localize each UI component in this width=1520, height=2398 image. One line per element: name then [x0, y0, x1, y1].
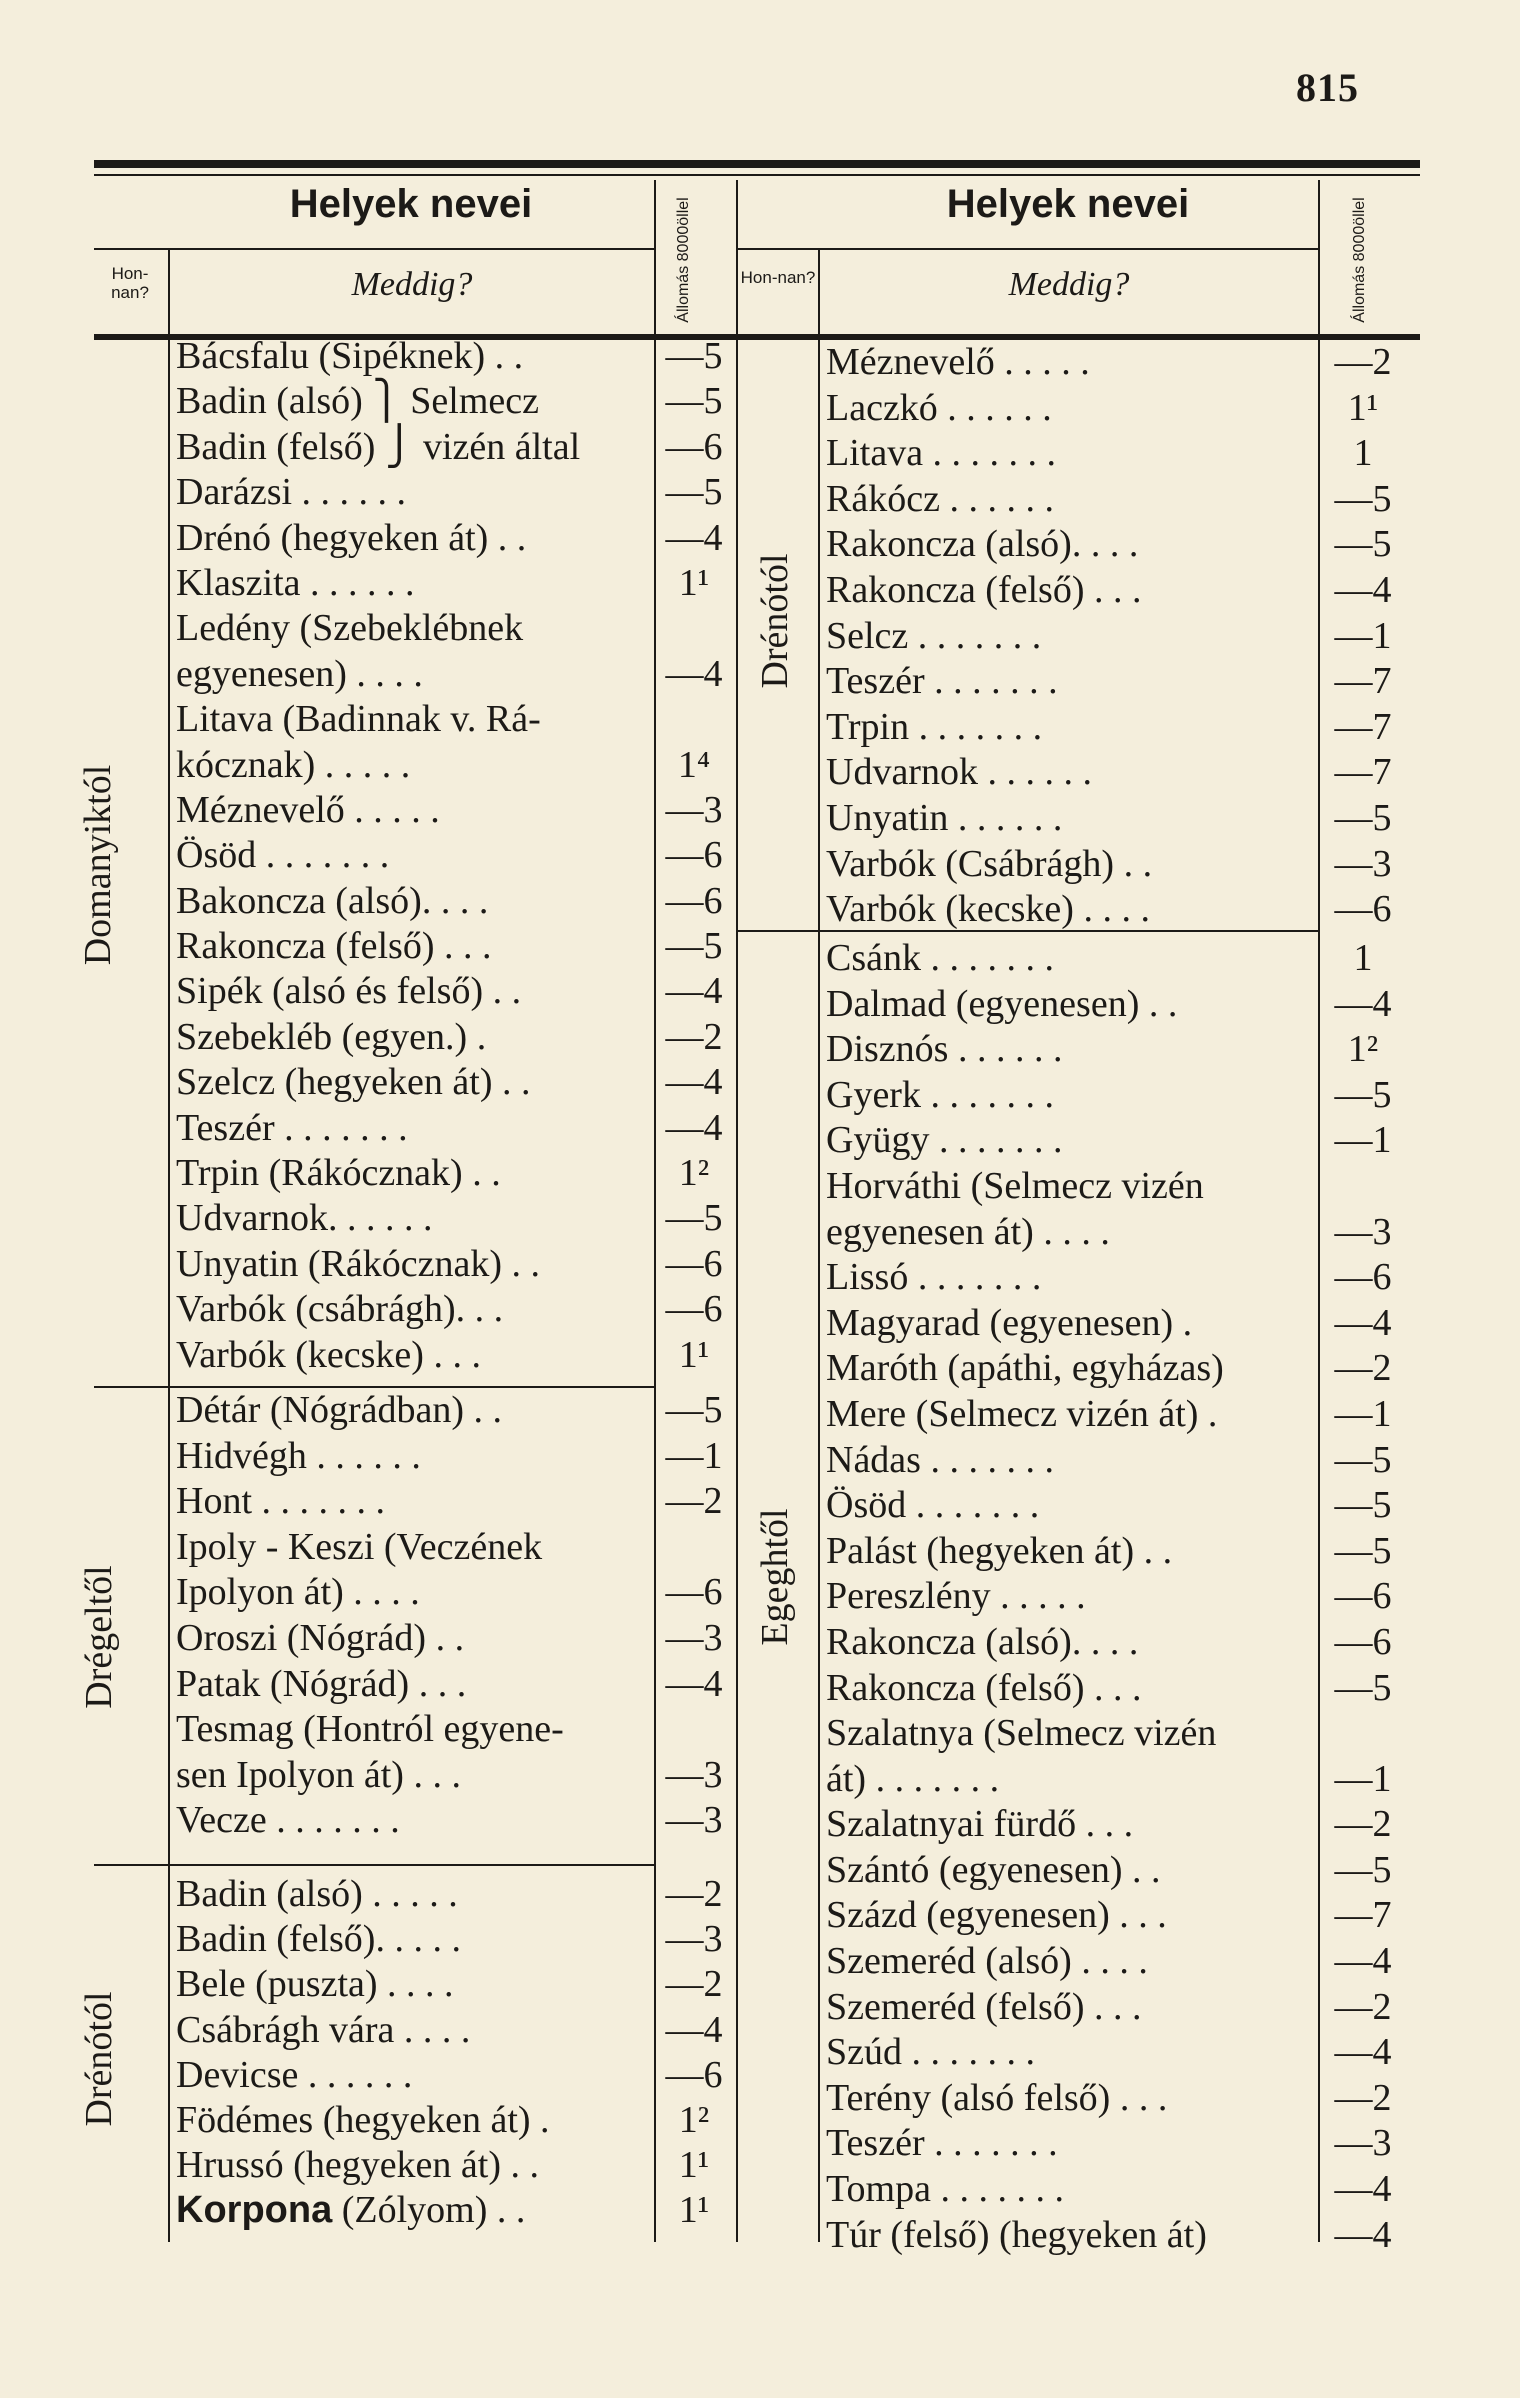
place-name: Varbók (Csábrágh) . . — [826, 842, 1153, 885]
left-from-label: Hon-nan? — [111, 264, 149, 302]
place-name: Palást (hegyeken át) . . — [826, 1529, 1173, 1572]
place-name: Szántó (egyenesen) . . — [826, 1848, 1161, 1891]
place-name: Udvarnok. . . . . . — [176, 1197, 433, 1240]
table-row — [826, 1483, 1486, 1529]
table-row — [826, 2076, 1486, 2122]
table-row — [826, 1711, 1486, 1757]
distance-value: —3 — [665, 1799, 723, 1842]
distance-value: 1¹ — [678, 2144, 710, 2187]
table-row — [176, 1525, 816, 1571]
table-row — [826, 2213, 1486, 2259]
table-row — [176, 1479, 816, 1525]
table-row — [176, 1106, 816, 1151]
left-to-label: Meddig? — [351, 266, 473, 303]
table-row — [176, 1196, 816, 1241]
place-name: sen Ipolyon át) . . . — [176, 1753, 461, 1796]
distance-value: —6 — [1334, 1575, 1392, 1618]
right-to-label: Meddig? — [1008, 266, 1130, 303]
distance-value: 1 — [1353, 937, 1373, 979]
table-row — [826, 659, 1486, 705]
distance-value: —5 — [1334, 1484, 1392, 1527]
place-name: Badin (alsó) ⎫ Selmecz — [176, 380, 540, 423]
distance-value: —4 — [665, 652, 723, 695]
table-row — [826, 340, 1486, 386]
distance-value: —1 — [1334, 614, 1392, 657]
table-row — [826, 1346, 1486, 1392]
place-name: Bakoncza (alsó). . . . — [176, 879, 489, 922]
distance-value: —5 — [665, 1197, 723, 1240]
place-name: Hrussó (hegyeken át) . . — [176, 2144, 540, 2187]
table-row — [176, 879, 816, 924]
distance-value: —5 — [1334, 1073, 1392, 1116]
distance-value: —3 — [1334, 1210, 1392, 1253]
distance-value: 1² — [1347, 1028, 1379, 1071]
place-name: Csábrágh vára . . . . — [176, 2008, 471, 2051]
place-name: Korpona (Zólyom) . . — [176, 2189, 526, 2232]
entry-list — [826, 340, 1486, 933]
place-name: kócznak) . . . . . — [176, 743, 411, 786]
place-name: Ledény (Szebeklébnek — [176, 607, 524, 650]
origin-label: Drénótól — [78, 1991, 120, 2127]
place-name: Tesmag (Hontról egyene- — [176, 1708, 564, 1751]
table-row — [176, 1872, 816, 1917]
table-row — [176, 1798, 816, 1844]
distance-value: —3 — [665, 1753, 723, 1796]
place-name: Patak (Nógrád) . . . — [176, 1662, 467, 1705]
distance-value: —1 — [665, 1434, 723, 1477]
distance-value: —6 — [665, 425, 723, 468]
table-row — [826, 2030, 1486, 2076]
table-row — [826, 1666, 1486, 1712]
distance-value: —6 — [1334, 1620, 1392, 1663]
table-row — [176, 1962, 816, 2007]
place-name: Varbók (csábrágh). . . — [176, 1288, 504, 1331]
distance-value: —7 — [1334, 705, 1392, 748]
distance-value: —3 — [665, 1616, 723, 1659]
distance-value: —3 — [1334, 842, 1392, 885]
place-name: Ösöd . . . . . . . — [826, 1484, 1040, 1527]
table-row — [826, 1301, 1486, 1347]
left-header-title: Helyek nevei — [289, 182, 533, 226]
divider — [736, 248, 1318, 250]
right-from-label: Hon-nan? — [740, 268, 816, 287]
divider — [94, 248, 654, 250]
distance-value: —5 — [1334, 1438, 1392, 1481]
place-name: Terény (alsó felső) . . . — [826, 2076, 1168, 2119]
table-row — [826, 614, 1486, 660]
table-row — [826, 1164, 1486, 1210]
table-row — [826, 522, 1486, 568]
distance-value: —2 — [1334, 1803, 1392, 1846]
place-name: Mere (Selmecz vizén át) . — [826, 1392, 1218, 1435]
distance-value: —6 — [665, 834, 723, 877]
divider — [654, 180, 656, 338]
table-row — [176, 2053, 816, 2098]
place-name: Litava (Badinnak v. Rá- — [176, 698, 541, 741]
page-number: 815 — [1296, 65, 1359, 110]
distance-value: —7 — [1334, 751, 1392, 794]
distance-value: —6 — [1334, 1256, 1392, 1299]
distance-value: —5 — [1334, 523, 1392, 566]
place-name: Selcz . . . . . . . — [826, 614, 1042, 657]
distance-value: —4 — [665, 970, 723, 1013]
table-row — [826, 477, 1486, 523]
table-row — [176, 833, 816, 878]
origin-label: Drénótól — [754, 553, 796, 689]
place-name: Oroszi (Nógrád) . . — [176, 1616, 465, 1659]
distance-value: 1¹ — [1347, 386, 1379, 429]
table-row — [176, 1616, 816, 1662]
place-name: Rakoncza (felső) . . . — [176, 925, 492, 968]
table-row — [826, 1118, 1486, 1164]
place-name: Devicse . . . . . . — [176, 2053, 413, 2096]
place-name: Maróth (apáthi, egyházas) — [826, 1347, 1224, 1390]
distance-value: —7 — [1334, 1894, 1392, 1937]
bold-place-word: Korpona — [176, 2189, 333, 2232]
table-row — [176, 652, 816, 697]
table-row — [826, 1210, 1486, 1256]
place-name: Lissó . . . . . . . — [826, 1256, 1042, 1299]
table-row — [176, 1662, 816, 1708]
table-row — [176, 1707, 816, 1753]
place-name: Rakoncza (alsó). . . . — [826, 1620, 1139, 1663]
distance-value: —1 — [1334, 1392, 1392, 1435]
place-name: Gyerk . . . . . . . — [826, 1073, 1054, 1116]
distance-value: —3 — [1334, 2122, 1392, 2165]
place-name: Horváthi (Selmecz vizén — [826, 1164, 1204, 1207]
entry-list — [176, 334, 816, 1378]
table-row — [826, 2121, 1486, 2167]
table-row — [176, 2098, 816, 2143]
distance-value: —4 — [665, 516, 723, 559]
distance-value: 1² — [678, 1152, 710, 1195]
place-name: Szebekléb (egyen.) . — [176, 1015, 487, 1058]
table-row — [176, 788, 816, 833]
table-row — [176, 2143, 816, 2188]
table-row — [176, 2008, 816, 2053]
table-row — [176, 516, 816, 561]
place-name: egyenesen át) . . . . — [826, 1210, 1110, 1253]
place-name: Badin (felső). . . . . — [176, 1918, 461, 1961]
place-name: Hidvégh . . . . . . — [176, 1434, 421, 1477]
table-row — [176, 470, 816, 515]
table-row — [176, 1753, 816, 1799]
place-name: Klaszita . . . . . . — [176, 561, 415, 604]
place-name: Détár (Nógrádban) . . — [176, 1389, 503, 1431]
table-row — [826, 1574, 1486, 1620]
table-row — [826, 2167, 1486, 2213]
place-name: egyenesen) . . . . — [176, 652, 423, 695]
place-name: Bácsfalu (Sipéknek) . . — [176, 335, 524, 377]
table-row — [176, 379, 816, 424]
place-name: Laczkó . . . . . . — [826, 386, 1052, 429]
place-name: Nádas . . . . . . . — [826, 1438, 1054, 1481]
table-row — [826, 842, 1486, 888]
table-row — [826, 1757, 1486, 1803]
place-name: Vecze . . . . . . . — [176, 1799, 400, 1842]
table-row — [176, 1015, 816, 1060]
table-row — [176, 1333, 816, 1378]
left-distance-label: Állomás 8000öllel — [675, 197, 692, 323]
distance-value: —4 — [1334, 982, 1392, 1025]
distance-value: —5 — [665, 335, 723, 377]
distance-value: —5 — [1334, 1666, 1392, 1709]
distance-value: —3 — [665, 788, 723, 831]
table-row — [826, 431, 1486, 477]
origin-label: Domanyiktól — [77, 764, 119, 966]
place-name: Szelcz (hegyeken át) . . — [176, 1061, 531, 1104]
place-name: Magyarad (egyenesen) . — [826, 1301, 1193, 1344]
table-row — [176, 1917, 816, 1962]
place-name: Szalatnya (Selmecz vizén — [826, 1712, 1217, 1755]
table-row — [826, 1985, 1486, 2031]
distance-value: —4 — [1334, 2168, 1392, 2211]
table-row — [826, 1893, 1486, 1939]
distance-value: —2 — [1334, 2076, 1392, 2119]
table-row — [176, 1287, 816, 1332]
table-row — [176, 924, 816, 969]
distance-value: —1 — [1334, 1757, 1392, 1800]
distance-value: —4 — [665, 1662, 723, 1705]
table-row — [176, 334, 816, 379]
table-row — [826, 1438, 1486, 1484]
entry-list — [826, 936, 1486, 2258]
place-name: Méznevelő . . . . . — [826, 341, 1090, 383]
place-name: Varbók (kecske) . . . — [176, 1333, 481, 1376]
place-name: Rakoncza (alsó). . . . — [826, 523, 1139, 566]
distance-value: —5 — [665, 380, 723, 423]
place-name: Csánk . . . . . . . — [826, 937, 1054, 979]
table-row — [826, 1027, 1486, 1073]
table-row — [826, 1255, 1486, 1301]
table-row — [826, 1802, 1486, 1848]
right-distance-label: Állomás 8000öllel — [1351, 197, 1368, 323]
place-name: Badin (alsó) . . . . . — [176, 1873, 458, 1915]
table-row — [176, 1434, 816, 1480]
table-row — [826, 1620, 1486, 1666]
place-name: Sipék (alsó és felső) . . — [176, 970, 522, 1013]
place-name: Badin (felső) ⎭ vizén által — [176, 425, 581, 468]
table-row — [826, 1392, 1486, 1438]
distance-value: 1¹ — [678, 561, 710, 604]
place-name: Százd (egyenesen) . . . — [826, 1894, 1167, 1937]
table-row — [176, 1242, 816, 1287]
distance-value: —2 — [665, 1480, 723, 1523]
place-name: Födémes (hegyeken át) . — [176, 2098, 550, 2141]
distance-value: —2 — [1334, 341, 1392, 383]
right-header-title: Helyek nevei — [946, 182, 1190, 226]
distance-value: —4 — [1334, 1301, 1392, 1344]
table-row — [176, 606, 816, 651]
table-row — [826, 705, 1486, 751]
distance-value: 1 — [1353, 432, 1373, 475]
distance-value: 1⁴ — [677, 743, 711, 786]
distance-value: —6 — [1334, 888, 1392, 931]
entry-list — [176, 1872, 816, 2234]
place-name: Drénó (hegyeken át) . . — [176, 516, 527, 559]
place-name: Szalatnyai fürdő . . . — [826, 1803, 1134, 1846]
place-name: Dalmad (egyenesen) . . — [826, 982, 1178, 1025]
place-name: Pereszlény . . . . . — [826, 1575, 1086, 1618]
distance-value: —5 — [665, 1389, 723, 1431]
place-name: Varbók (kecske) . . . . — [826, 888, 1150, 931]
distance-value: —2 — [1334, 1985, 1392, 2028]
distance-value: 1¹ — [678, 2189, 710, 2232]
group-separator — [94, 1864, 654, 1866]
table-row — [176, 1388, 816, 1434]
origin-label: Drégeltől — [78, 1565, 120, 1709]
table-row — [176, 743, 816, 788]
table-row — [826, 1848, 1486, 1894]
table-row — [826, 1529, 1486, 1575]
distance-value: —4 — [1334, 2213, 1392, 2256]
entry-list — [176, 1388, 816, 1844]
distance-value: —6 — [665, 879, 723, 922]
distance-value: —6 — [665, 2053, 723, 2096]
origin-label: Egeghtől — [754, 1508, 796, 1646]
distance-value: —4 — [1334, 2031, 1392, 2074]
distance-value: —2 — [665, 1015, 723, 1058]
distance-value: —4 — [665, 1106, 723, 1149]
place-name: Szúd . . . . . . . — [826, 2031, 1035, 2074]
table-row — [176, 425, 816, 470]
place-name: Ipoly - Keszi (Veczének — [176, 1525, 543, 1568]
place-name: Szemeréd (felső) . . . — [826, 1985, 1142, 2028]
table-row — [826, 982, 1486, 1028]
table-row — [176, 1151, 816, 1196]
distance-value: —6 — [665, 1242, 723, 1285]
table-row — [176, 697, 816, 742]
distance-value: 1¹ — [678, 1333, 710, 1376]
distance-value: —4 — [1334, 568, 1392, 611]
place-name: Szemeréd (alsó) . . . . — [826, 1940, 1148, 1983]
place-name: Bele (puszta) . . . . — [176, 1963, 454, 2006]
table-row — [176, 561, 816, 606]
place-name: Rakoncza (felső) . . . — [826, 1666, 1142, 1709]
top-rule-thin — [94, 174, 1420, 176]
distance-value: —5 — [1334, 477, 1392, 520]
place-name: Teszér . . . . . . . — [176, 1106, 408, 1149]
place-name: Ipolyon át) . . . . — [176, 1571, 420, 1614]
place-name: Ösöd . . . . . . . — [176, 834, 390, 877]
distance-value: —6 — [665, 1288, 723, 1331]
distance-value: —2 — [665, 1873, 723, 1915]
divider — [168, 340, 170, 2242]
distance-value: —4 — [1334, 1940, 1392, 1983]
top-rule-thick — [94, 160, 1420, 168]
distance-value: —4 — [665, 2008, 723, 2051]
table-row — [826, 750, 1486, 796]
distance-value: —5 — [1334, 1848, 1392, 1891]
distance-value: —2 — [665, 1963, 723, 2006]
distance-value: —4 — [665, 1061, 723, 1104]
place-name: át) . . . . . . . — [826, 1757, 1000, 1800]
place-name: Rakoncza (felső) . . . — [826, 568, 1142, 611]
place-name: Trpin . . . . . . . — [826, 705, 1043, 748]
distance-value: —5 — [1334, 796, 1392, 839]
table-row — [826, 386, 1486, 432]
divider — [736, 180, 738, 338]
table-row — [176, 1570, 816, 1616]
table-row — [826, 1073, 1486, 1119]
place-name: Trpin (Rákócznak) . . — [176, 1152, 501, 1195]
distance-value: 1² — [678, 2098, 710, 2141]
place-name: Disznós . . . . . . — [826, 1028, 1063, 1071]
divider — [1318, 180, 1320, 338]
table-row — [176, 969, 816, 1014]
distance-value: —7 — [1334, 660, 1392, 703]
place-name: Unyatin (Rákócznak) . . — [176, 1242, 541, 1285]
place-name: Méznevelő . . . . . — [176, 788, 440, 831]
table-row — [176, 1060, 816, 1105]
table-row — [826, 887, 1486, 933]
place-name: Tompa . . . . . . . — [826, 2168, 1064, 2211]
place-name: Unyatin . . . . . . — [826, 796, 1063, 839]
table-row — [826, 568, 1486, 614]
distance-value: —5 — [1334, 1529, 1392, 1572]
place-name: Teszér . . . . . . . — [826, 2122, 1058, 2165]
place-name: Rákócz . . . . . . — [826, 477, 1054, 520]
distance-value: —5 — [665, 471, 723, 514]
place-name: Túr (felső) (hegyeken át) — [826, 2213, 1207, 2256]
place-name: Udvarnok . . . . . . — [826, 751, 1092, 794]
divider — [818, 340, 820, 2242]
distance-value: —5 — [665, 925, 723, 968]
distance-value: —1 — [1334, 1119, 1392, 1162]
table-row — [176, 2188, 816, 2233]
distance-value: —2 — [1334, 1347, 1392, 1390]
distance-value: —3 — [665, 1918, 723, 1961]
place-name: Litava . . . . . . . — [826, 432, 1057, 475]
place-name: Teszér . . . . . . . — [826, 660, 1058, 703]
place-name: Darázsi . . . . . . — [176, 471, 407, 514]
table-row — [826, 936, 1486, 982]
place-name: Hont . . . . . . . — [176, 1480, 385, 1523]
place-name: Gyügy . . . . . . . — [826, 1119, 1063, 1162]
table-row — [826, 1939, 1486, 1985]
distance-value: —6 — [665, 1571, 723, 1614]
table-row — [826, 796, 1486, 842]
